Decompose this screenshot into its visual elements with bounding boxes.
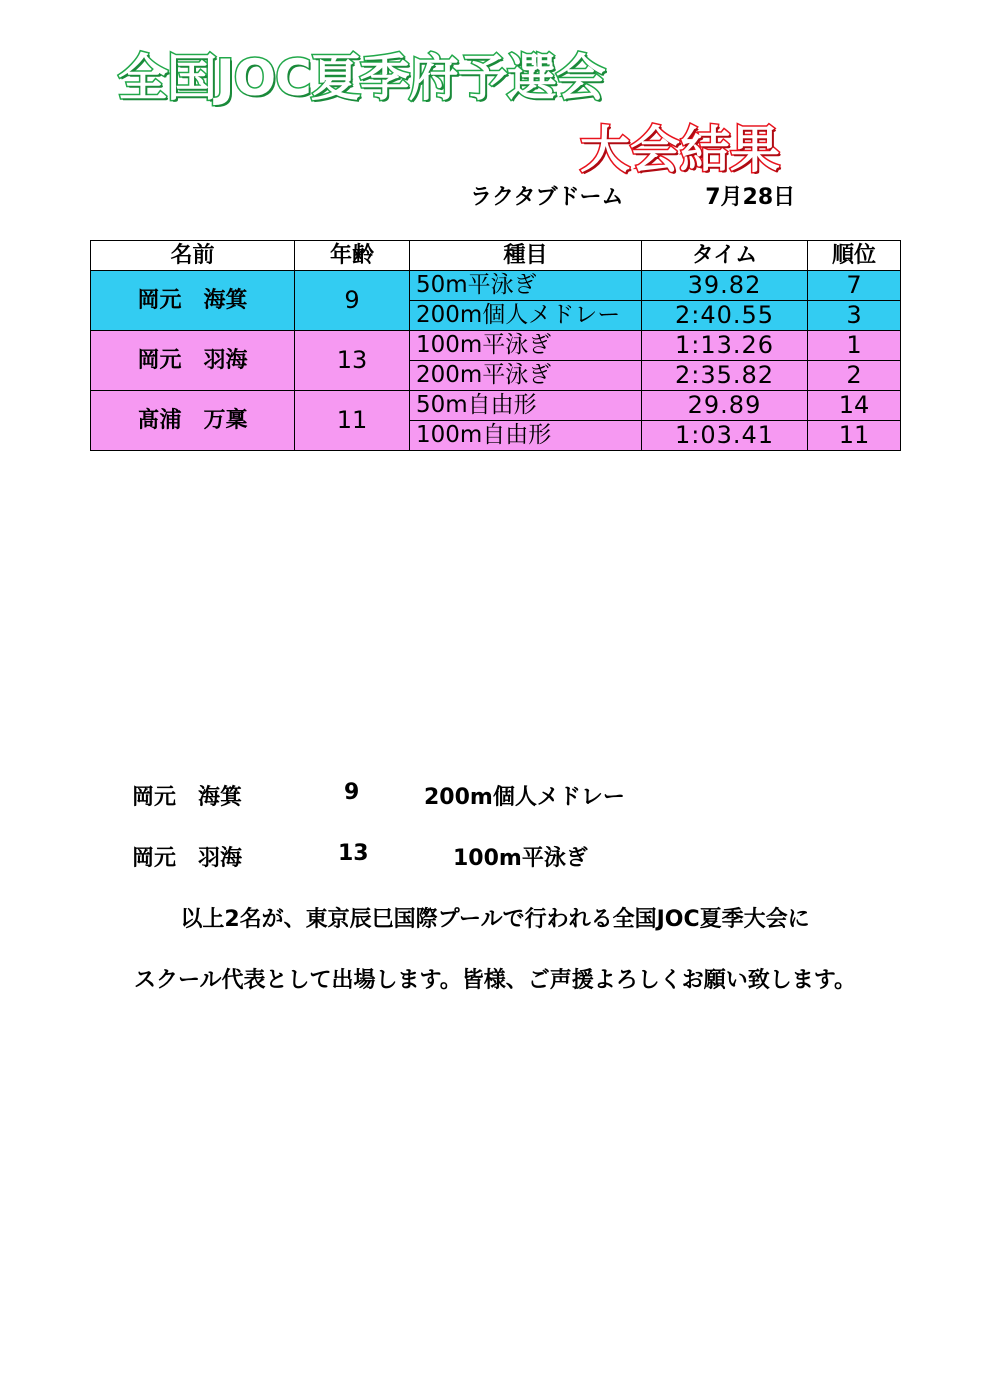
- event-cell: 50m平泳ぎ: [410, 271, 642, 301]
- qualifier-event: 100m平泳ぎ: [453, 846, 588, 871]
- announcement-line-1: 以上2名が、東京辰巳国際プールで行われる全国JOC夏季大会に: [180, 907, 810, 932]
- qualifier-age: 9: [344, 780, 360, 805]
- qualifier-name: 岡元 羽海: [132, 846, 243, 871]
- swimmer-name: 髙浦 万稟: [91, 391, 295, 451]
- rank-cell: 3: [808, 301, 901, 331]
- table-header-row: [91, 241, 901, 271]
- swimmer-age: 9: [295, 271, 410, 331]
- header-event: 種目: [410, 241, 642, 271]
- qualifier-row: [0, 841, 990, 871]
- header-rank: 順位: [808, 241, 901, 271]
- page-subtitle: 大会結果: [580, 121, 780, 179]
- event-cell: 200m個人メドレー: [410, 301, 642, 331]
- time-cell: 29.89: [642, 391, 808, 421]
- results-table: [90, 240, 901, 451]
- time-cell: 1:13.26: [642, 331, 808, 361]
- venue: ラクタブドーム: [470, 185, 624, 210]
- time-cell: 39.82: [642, 271, 808, 301]
- rank-cell: 2: [808, 361, 901, 391]
- rank-cell: 14: [808, 391, 901, 421]
- event-cell: 100m平泳ぎ: [410, 331, 642, 361]
- rank-cell: 1: [808, 331, 901, 361]
- table-row: [91, 331, 901, 361]
- qualifier-name: 岡元 海箕: [132, 785, 243, 810]
- page-title: 全国JOC夏季府予選会: [118, 49, 605, 107]
- qualifier-age: 13: [338, 841, 369, 866]
- time-cell: 1:03.41: [642, 421, 808, 451]
- header-time: タイム: [642, 241, 808, 271]
- qualifier-event: 200m個人メドレー: [424, 785, 625, 810]
- rank-cell: 7: [808, 271, 901, 301]
- swimmer-name: 岡元 海箕: [91, 271, 295, 331]
- swimmer-age: 13: [295, 331, 410, 391]
- time-cell: 2:35.82: [642, 361, 808, 391]
- table-row: [91, 391, 901, 421]
- swimmer-name: 岡元 羽海: [91, 331, 295, 391]
- event-cell: 100m自由形: [410, 421, 642, 451]
- event-date: 7月28日: [705, 185, 796, 210]
- qualifier-row: [0, 780, 990, 810]
- time-cell: 2:40.55: [642, 301, 808, 331]
- rank-cell: 11: [808, 421, 901, 451]
- header-name: 名前: [91, 241, 295, 271]
- event-cell: 50m自由形: [410, 391, 642, 421]
- announcement-line-2: スクール代表として出場します。皆様、ご声援よろしくお願い致します。: [133, 968, 857, 993]
- swimmer-age: 11: [295, 391, 410, 451]
- event-cell: 200m平泳ぎ: [410, 361, 642, 391]
- header-age: 年齢: [295, 241, 410, 271]
- table-row: [91, 271, 901, 301]
- venue-date-line: [470, 180, 795, 211]
